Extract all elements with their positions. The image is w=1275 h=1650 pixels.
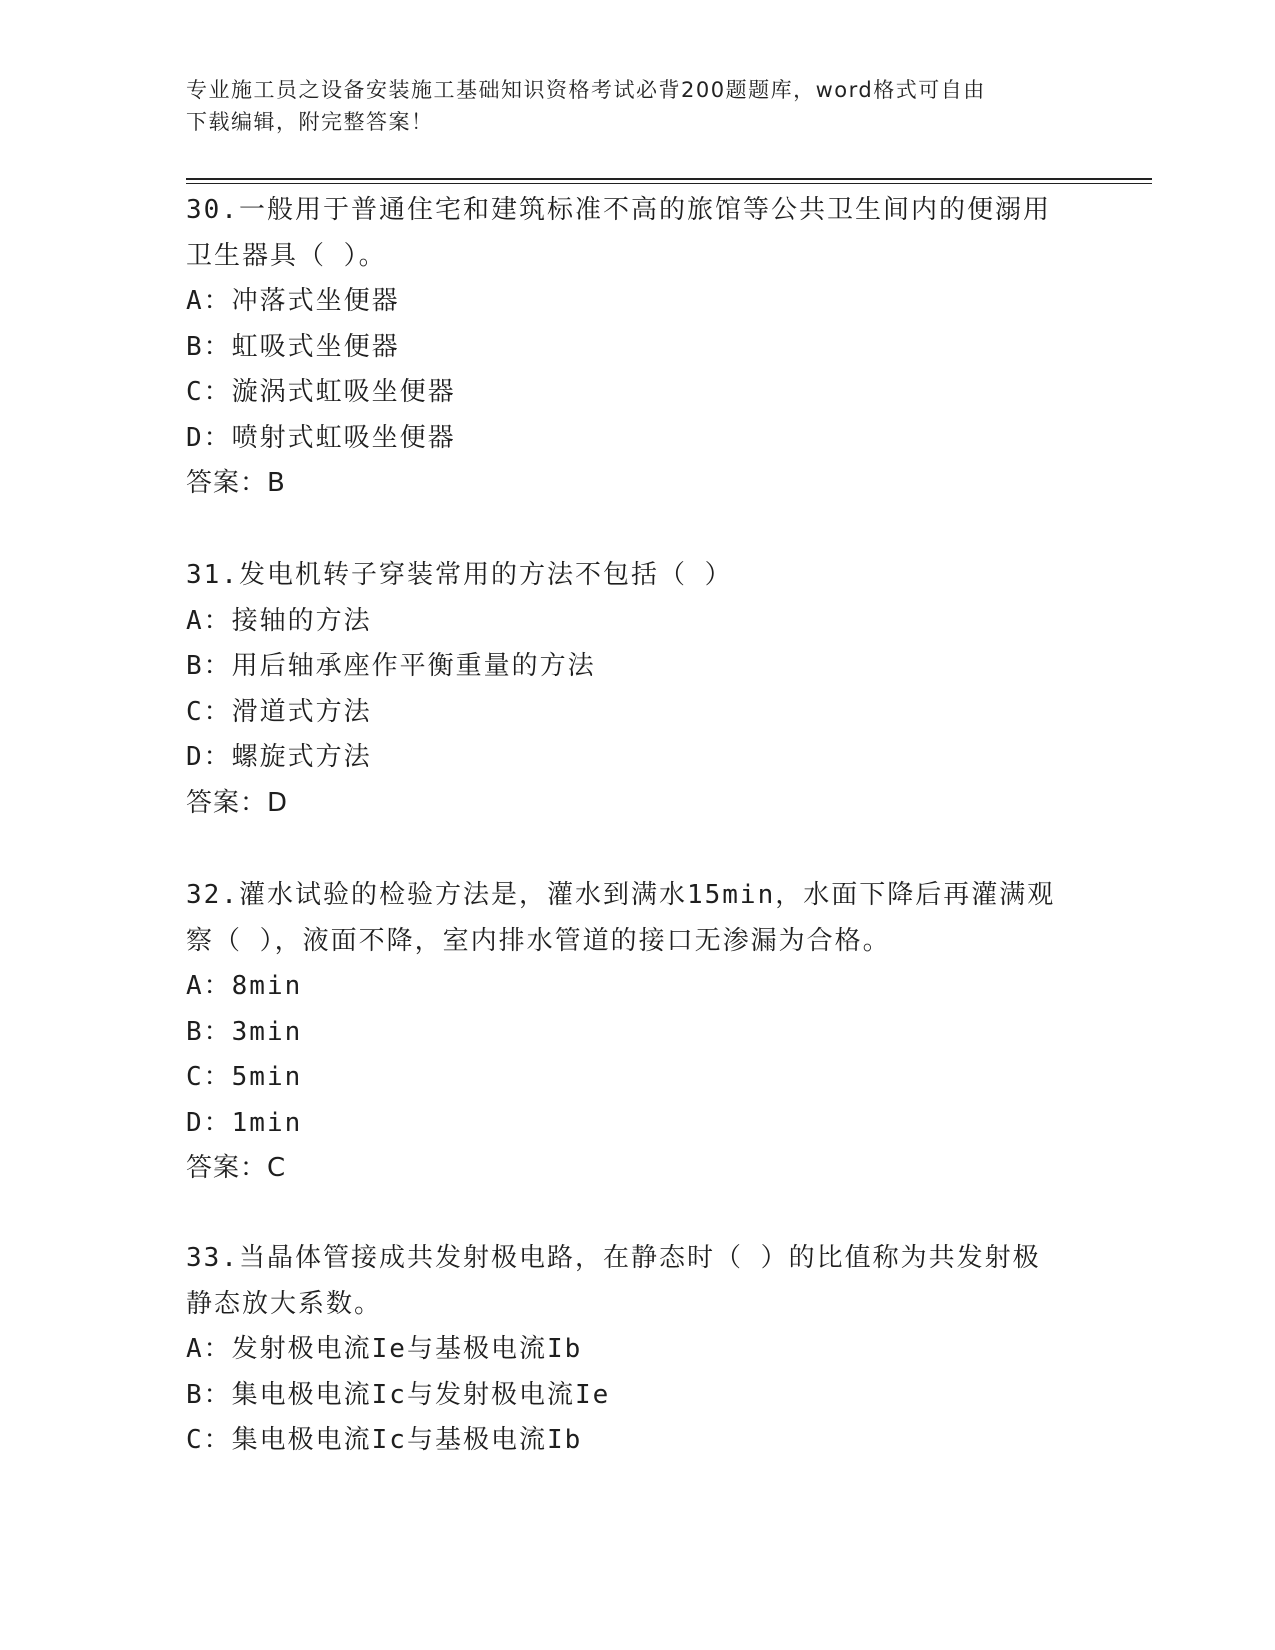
header-rule-thick xyxy=(186,178,1152,180)
document-header xyxy=(186,74,1066,138)
question-stem-line: 卫生器具（ ）。 xyxy=(186,240,387,271)
option-a: A：8min xyxy=(186,971,303,1001)
option-c: C：5min xyxy=(186,1062,303,1092)
header-rule-thin xyxy=(186,183,1152,184)
answer-line: 答案：C xyxy=(186,1153,287,1183)
header-line-1: 专业施工员之设备安装施工基础知识资格考试必背200题题库，word格式可自由 xyxy=(186,78,986,102)
question-stem-line: 31.发电机转子穿装常用的方法不包括（ ） xyxy=(186,560,733,590)
option-c: C：滑道式方法 xyxy=(186,696,372,727)
question-stem-line: 30.一般用于普通住宅和建筑标准不高的旅馆等公共卫生间内的便溺用 xyxy=(186,195,1051,225)
answer-line: 答案：D xyxy=(186,787,289,818)
option-a: A：发射极电流Ie与基极电流Ib xyxy=(186,1334,583,1364)
question-stem-line: 察（ ），液面不降，室内排水管道的接口无渗漏为合格。 xyxy=(186,925,891,956)
question-block xyxy=(186,188,1086,507)
option-c: C：漩涡式虹吸坐便器 xyxy=(186,377,456,407)
answer-line: 答案：B xyxy=(186,468,286,498)
option-c: C：集电极电流Ic与基极电流Ib xyxy=(186,1425,583,1455)
option-b: B：集电极电流Ic与发射极电流Ie xyxy=(186,1379,611,1410)
question-stem-line: 33.当晶体管接成共发射极电路，在静态时（ ）的比值称为共发射极 xyxy=(186,1243,1041,1273)
option-b: B：虹吸式坐便器 xyxy=(186,331,400,362)
question-stem-line: 32.灌水试验的检验方法是，灌水到满水15min，水面下降后再灌满观 xyxy=(186,880,1056,910)
option-d: D：喷射式虹吸坐便器 xyxy=(186,422,456,453)
question-stem-line: 静态放大系数。 xyxy=(186,1288,383,1319)
option-b: B：3min xyxy=(186,1016,303,1047)
option-a: A：接轴的方法 xyxy=(186,605,372,636)
header-line-2: 下载编辑，附完整答案！ xyxy=(186,110,434,134)
question-block xyxy=(186,1236,1086,1464)
question-block xyxy=(186,873,1086,1192)
option-d: D：1min xyxy=(186,1107,303,1138)
option-d: D：螺旋式方法 xyxy=(186,742,372,772)
option-b: B：用后轴承座作平衡重量的方法 xyxy=(186,651,596,681)
option-a: A：冲落式坐便器 xyxy=(186,286,400,316)
question-block xyxy=(186,553,1086,826)
